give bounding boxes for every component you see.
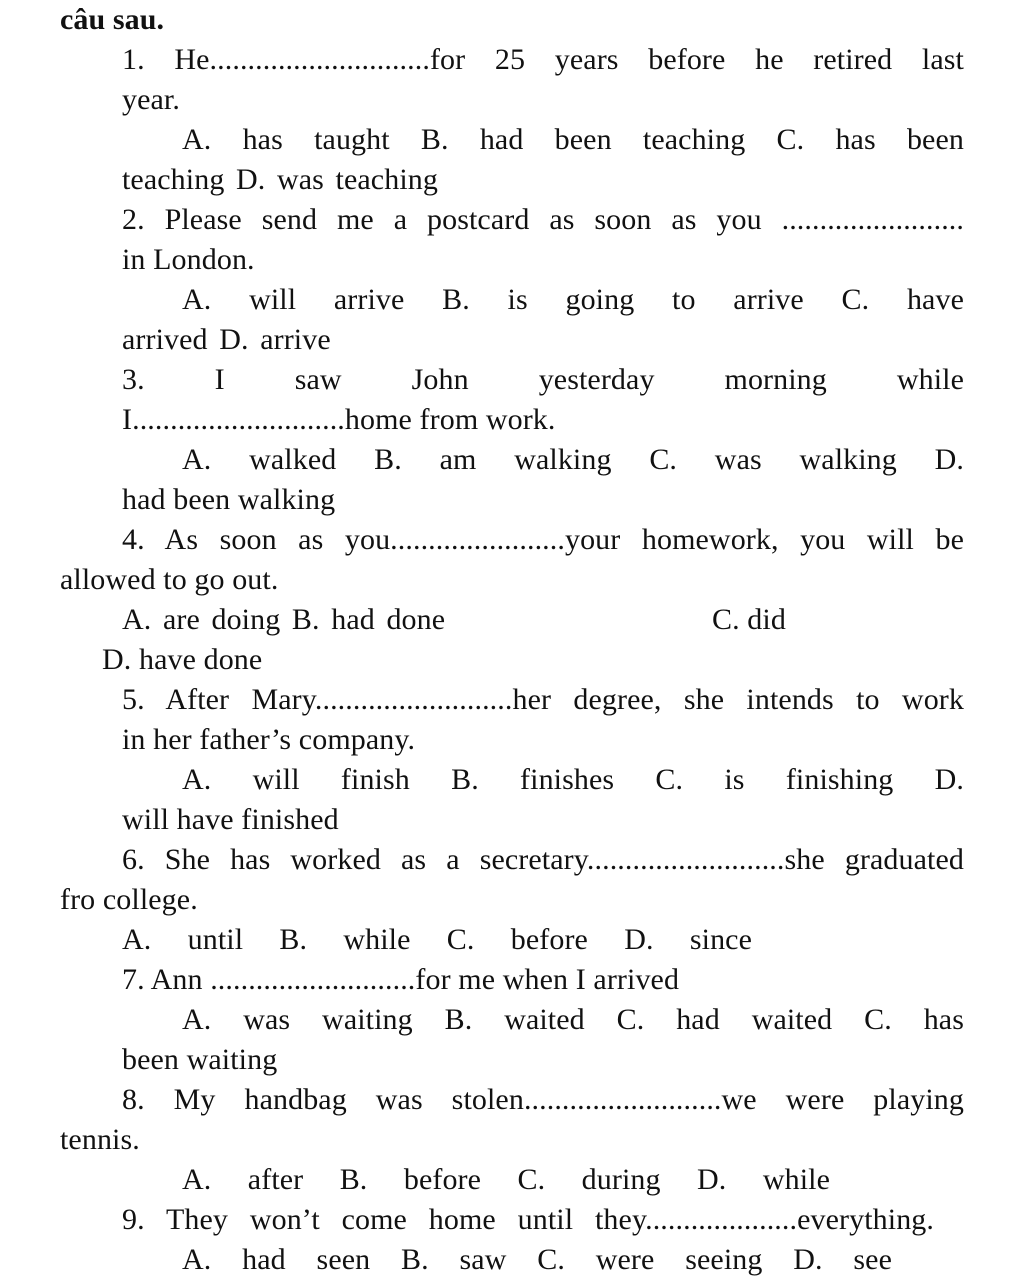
question-2-line-1: 2. Please send me a postcard as soon as you ........................: [122, 203, 964, 236]
question-7-options-cont: been waiting: [122, 1043, 278, 1076]
question-3-line-1: 3. I saw John yesterday morning while: [122, 363, 964, 396]
question-5-options-cont: will have finished: [122, 803, 339, 836]
question-7-options: A. was waiting B. waited C. had waited C. has: [182, 1003, 964, 1036]
question-4-line-2: allowed to go out.: [60, 563, 279, 596]
question-6-options: A. until B. while C. before D. since: [122, 923, 752, 956]
question-8-line-2: tennis.: [60, 1123, 140, 1156]
question-4-options: A. are doing B. had done: [122, 603, 446, 636]
question-5-options: A. will finish B. finishes C. is finishing D.: [182, 763, 964, 796]
question-4-option-c: C. did: [712, 603, 786, 636]
question-5-line-2: in her father’s company.: [122, 723, 416, 756]
question-7-line-1: 7. Ann ...........................for me when I arrived: [122, 963, 680, 996]
question-6-line-2: fro college.: [60, 883, 198, 916]
question-1-line-2: year.: [122, 83, 180, 116]
question-8-options: A. after B. before C. during D. while: [182, 1163, 830, 1196]
question-4-option-d: D. have done: [102, 643, 263, 676]
section-heading: câu sau.: [60, 3, 165, 36]
question-4-line-1: 4. As soon as you.......................your homework, you will be: [122, 523, 964, 556]
question-9-options: A. had seen B. saw C. were seeing D. see: [182, 1243, 892, 1276]
question-6-line-1: 6. She has worked as a secretary..........................she graduated: [122, 843, 964, 876]
question-2-options: A. will arrive B. is going to arrive C. have: [182, 283, 964, 316]
question-8-line-1: 8. My handbag was stolen..........................we were playing: [122, 1083, 964, 1116]
question-1-options: A. has taught B. had been teaching C. has been: [182, 123, 964, 156]
question-2-line-2: in London.: [122, 243, 255, 276]
question-3-options-cont: had been walking: [122, 483, 336, 516]
question-3-line-2: I............................home from work.: [122, 403, 556, 436]
question-9-line-1: 9. They won’t come home until they....................everything.: [122, 1203, 934, 1236]
question-2-options-cont: arrived D. arrive: [122, 323, 331, 356]
question-3-options: A. walked B. am walking C. was walking D.: [182, 443, 964, 476]
question-1-options-cont: teaching D. was teaching: [122, 163, 438, 196]
question-5-line-1: 5. After Mary..........................her degree, she intends to work: [122, 683, 964, 716]
question-1-line-1: 1. He.............................for 25 years before he retired last: [122, 43, 964, 76]
